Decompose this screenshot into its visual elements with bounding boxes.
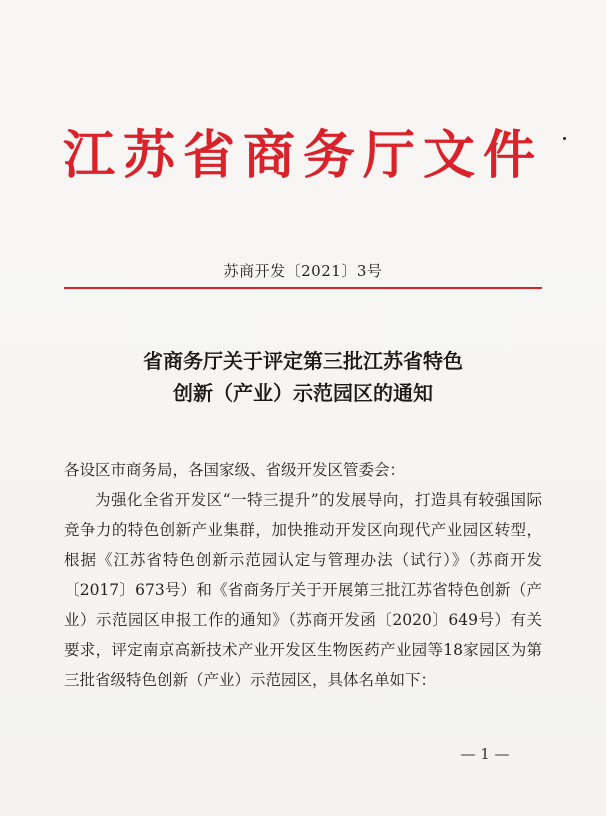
- header-divider: [64, 287, 542, 289]
- notice-body: [64, 455, 542, 695]
- notice-title-line-2: 创新（产业）示范园区的通知: [173, 381, 433, 405]
- body-paragraph-1: 为强化全省开发区“一特三提升”的发展导向，打造具有较强国际竞争力的特色创新产业集群，加快推动开发区向现代产业园区转型，根据《江苏省特色创新示范园认定与管理办法（试行）》（苏商开发〔2017〕673号）和《省商务厅关于开展第三批江苏省特色创新（产业）示范园区申报工作的通知》（苏商开发函〔2020〕649号）有关要求，评定南京高新技术产业开发区生物医药产业园等18家园区为第三批省级特色创新（产业）示范园区，具体名单如下：: [64, 491, 542, 689]
- page-number: — 1 —: [460, 745, 510, 763]
- document-number: 苏商开发〔2021〕3号: [223, 262, 383, 280]
- notice-title-line-1: 省商务厅关于评定第三批江苏省特色: [143, 349, 463, 373]
- scan-speck: [563, 137, 566, 140]
- document-header-title: 江苏省商务厅文件: [62, 125, 543, 186]
- notice-title: [0, 345, 606, 409]
- salutation: 各设区市商务局，各国家级、省级开发区管委会：: [64, 461, 406, 479]
